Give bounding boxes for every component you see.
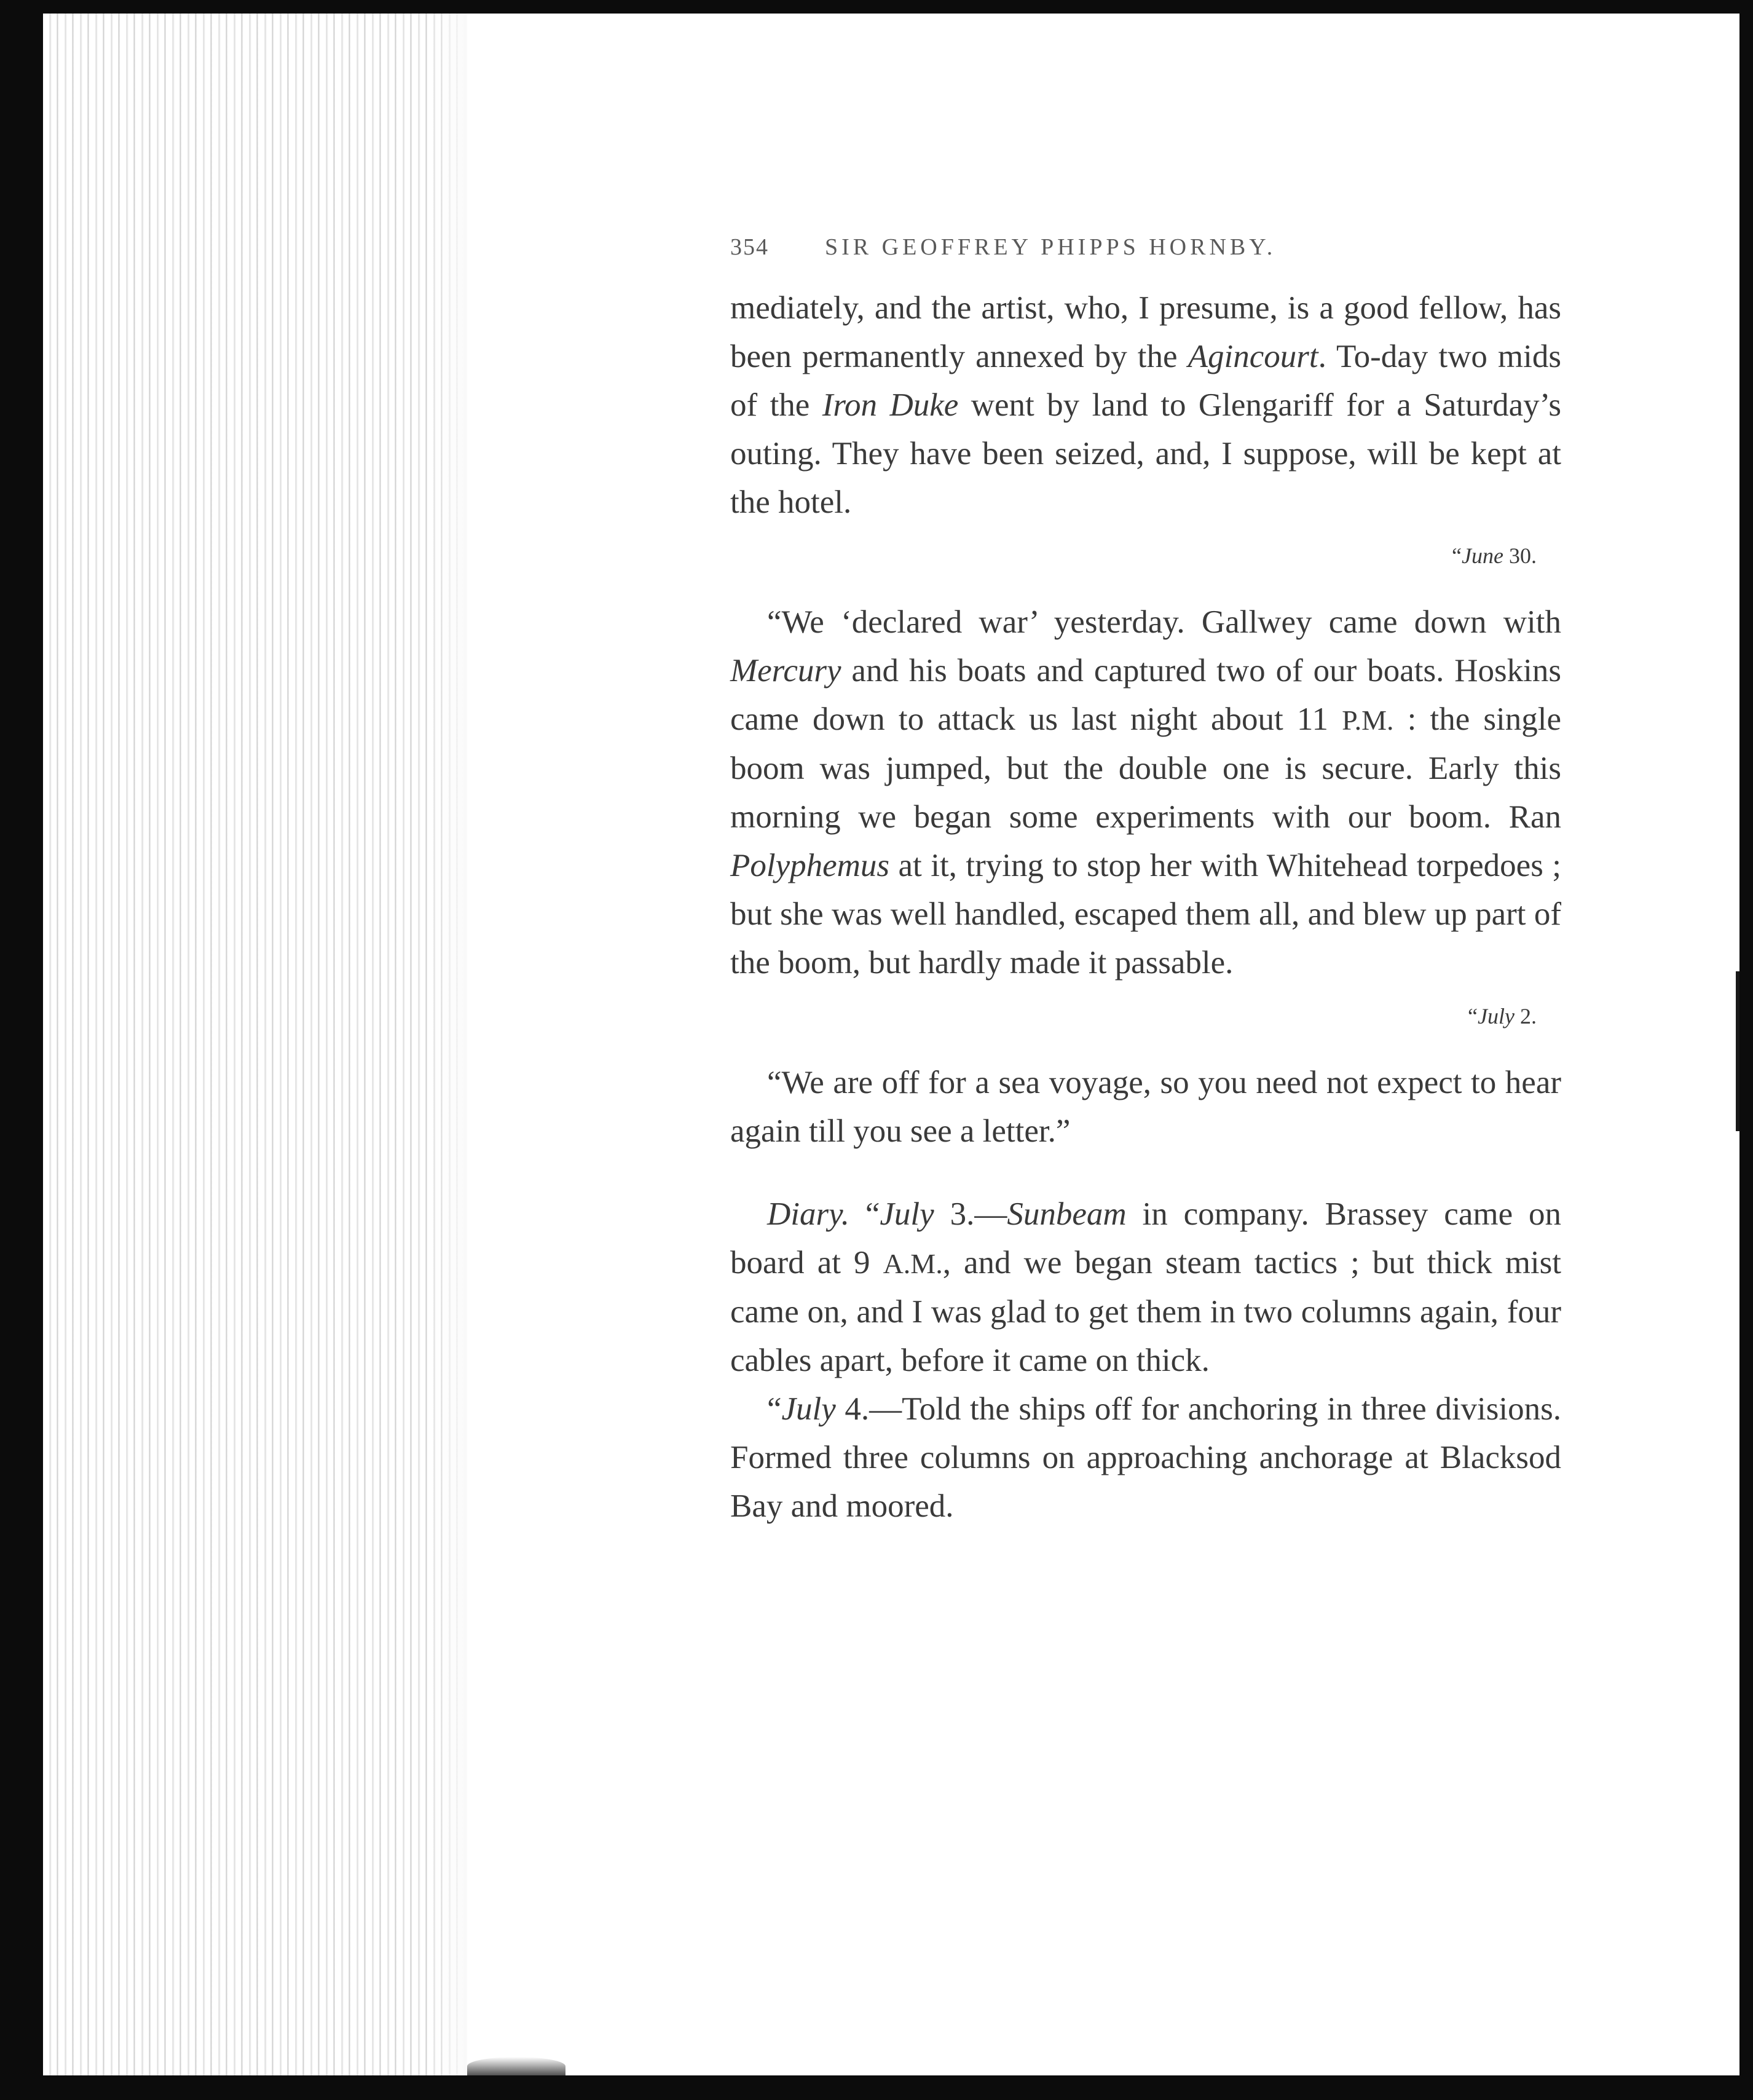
date-month: July (781, 1391, 836, 1427)
running-title: SIR GEOFFREY PHIPPS HORNBY. (825, 234, 1277, 260)
text-run: , and we began steam tactics ; but thick mist came on, and I was glad to get them in two columns again, four cables apart, before it came on thick. (730, 1245, 1561, 1378)
section-gap (730, 1156, 1561, 1190)
text-run: “ (849, 1196, 880, 1232)
ship-name: Sunbeam (1007, 1196, 1127, 1232)
time-abbrev: A.M. (883, 1248, 943, 1279)
text-run: 3.— (934, 1196, 1007, 1232)
time-abbrev: P.M. (1342, 705, 1394, 736)
date-day: 30. (1503, 543, 1537, 568)
text-run: and his boats and captured two of our boats. Hoskins came down to attack us last night about 11 (730, 653, 1561, 737)
ship-name: Polyphemus (730, 848, 890, 883)
ship-name: Mercury (730, 653, 841, 689)
text-run: mediately, and the artist, who, I presume, is a good fellow, has been permanently annexed by the (730, 290, 1561, 374)
text-run: went by land to Glengariff for a Saturday’s outing. They have been seized, and, I suppose, will be kept at the hotel. (730, 387, 1561, 520)
text-run: 4.—Told the ships off for anchoring in three divisions. Formed three columns on approaching anchorage at Blacksod Bay and moored. (730, 1391, 1561, 1524)
date-month: July (880, 1196, 934, 1232)
quote-mark: “ (1452, 543, 1462, 568)
text-run: : the single boom was jumped, but the double one is secure. Early this morning we began some experiments with our boom. Ran (730, 701, 1561, 835)
text-run: “We ‘declared war’ yesterday. Gallwey came down with (767, 604, 1561, 640)
date-month: July (1478, 1004, 1515, 1028)
paragraph (730, 284, 1561, 527)
date-day: 2. (1515, 1004, 1537, 1028)
diary-label: Diary. (767, 1196, 849, 1232)
dateline (730, 1001, 1561, 1032)
paragraph (730, 598, 1561, 987)
text-run: “ (767, 1391, 782, 1427)
text-run: in company. Brassey came on board at 9 (730, 1196, 1561, 1281)
paragraph (730, 1190, 1561, 1385)
text-run: . To-day two mids of the (730, 339, 1562, 423)
text-block (730, 234, 1561, 1531)
ship-name: Agincourt (1188, 339, 1318, 374)
scan-edge-mark (1736, 971, 1739, 1131)
quote-mark: “ (1468, 1004, 1478, 1028)
date-month: June (1462, 543, 1503, 568)
scan-smudge (467, 2057, 565, 2075)
book-page-edges (43, 14, 467, 2075)
ship-name: Iron Duke (822, 387, 959, 423)
paragraph: “We are off for a sea voyage, so you need not expect to hear again till you see a letter.” (730, 1065, 1561, 1149)
dateline (730, 540, 1561, 571)
paragraph (730, 1385, 1561, 1531)
running-head (730, 234, 1561, 261)
text-run: at it, trying to stop her with Whitehead torpedoes ; but she was well handled, escaped them all, and blew up part of the boom, but hardly made it passable. (730, 848, 1561, 981)
page-number: 354 (730, 234, 769, 260)
